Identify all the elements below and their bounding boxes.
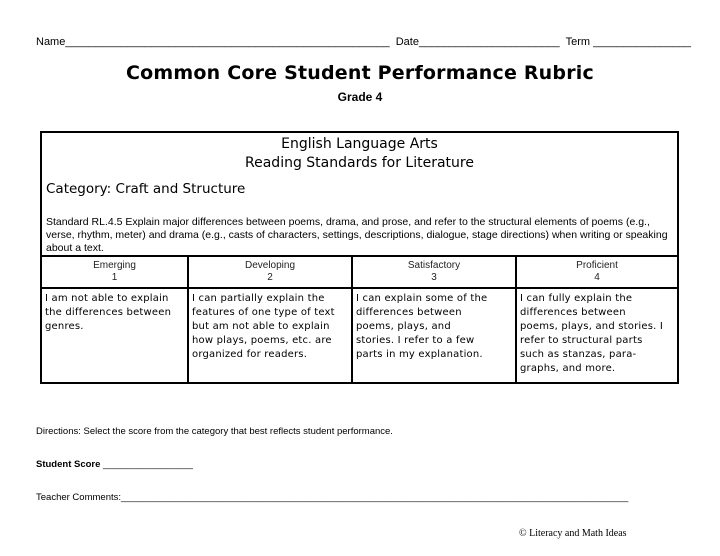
level-header-developing: Developing 2 <box>189 257 353 287</box>
teacher-comments-line <box>36 492 628 503</box>
term-label: Term <box>565 36 591 48</box>
header-fields <box>36 36 691 48</box>
subject-heading <box>42 135 677 173</box>
level-header-row <box>42 255 677 287</box>
level-desc-emerging: I am not able to explain the differences between genres. <box>42 289 189 384</box>
student-score-line <box>36 459 193 470</box>
level-desc-satisfactory: I can explain some of the differences between poems, plays, and stories. I refer to a few parts in my explanation. <box>353 289 517 384</box>
standard-text: Standard RL.4.5 Explain major differences between poems, drama, and prose, and refer to the structural elements of poems (e.g., verse, rhythm, meter) and drama (e.g., casts of characters, settings, descriptions, dialogue, stage directions) when writing or speaking about a text. <box>46 216 668 255</box>
teacher-comments-field[interactable]: ________________________________________________________________________________________________ <box>121 492 629 503</box>
rubric-table <box>40 131 679 384</box>
subject-line-2: Reading Standards for Literature <box>245 155 474 171</box>
name-label: Name <box>36 36 66 48</box>
date-label: Date <box>395 36 419 48</box>
copyright-text: © Literacy and Math Ideas <box>519 528 627 539</box>
student-score-label: Student Score <box>36 459 101 470</box>
category-heading: Category: Craft and Structure <box>46 181 246 197</box>
date-field[interactable]: _______________________ <box>418 36 566 48</box>
level-header-satisfactory: Satisfactory 3 <box>353 257 517 287</box>
level-desc-developing: I can partially explain the features of one type of text but am not able to explain how plays, poems, etc. are organized for readers. <box>189 289 353 384</box>
term-field[interactable]: ________________ <box>590 36 691 48</box>
student-score-field[interactable]: _________________ <box>100 459 193 470</box>
level-header-emerging: Emerging 1 <box>42 257 189 287</box>
page-title: Common Core Student Performance Rubric <box>126 62 594 84</box>
level-desc-proficient: I can fully explain the differences between poems, plays, and stories. I refer to structural parts such as stanzas, para- graphs, and more. <box>520 293 664 374</box>
directions-text: Directions: Select the score from the category that best reflects student performance. <box>36 426 393 437</box>
teacher-comments-label: Teacher Comments: <box>36 492 122 503</box>
level-description-row <box>42 287 677 384</box>
subject-line-1: English Language Arts <box>281 136 438 152</box>
name-field[interactable]: _____________________________________________________ <box>65 36 396 48</box>
grade-label: Grade 4 <box>337 90 383 104</box>
level-header-proficient: Proficient 4 <box>576 260 618 283</box>
